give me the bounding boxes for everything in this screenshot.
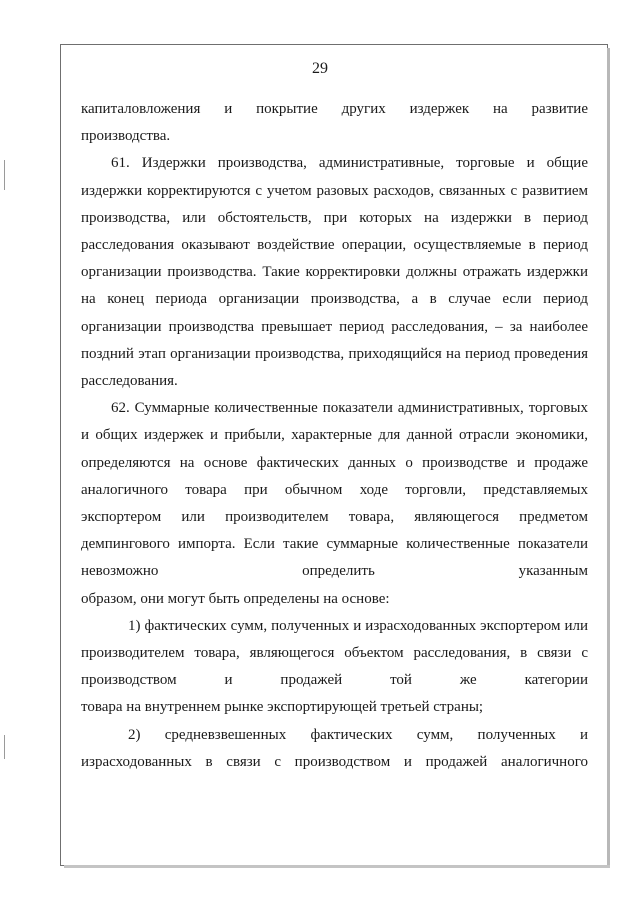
list-item-2: 2) средневзвешенных фактических сумм, полученных и израсходованных в связи с производством и продажей аналогичного bbox=[81, 726, 588, 770]
paragraph-continuation: капиталовложения и покрытие других издержек на развитие bbox=[81, 101, 588, 117]
list-item-1-end: товара на внутреннем рынке экспортирующей третьей страны; bbox=[81, 699, 484, 716]
scan-artifact bbox=[4, 735, 5, 759]
list-item-1: 1) фактических сумм, полученных и израсходованных экспортером или производителем товара, являющегося объектом расследования, в связи с производством и продажей той же категории bbox=[81, 617, 588, 689]
scan-artifact bbox=[4, 160, 5, 190]
page-number: 29 bbox=[312, 60, 328, 77]
paragraph-continuation-end: производства. bbox=[81, 128, 171, 145]
paragraph-61: 61. Издержки производства, административные, торговые и общие издержки корректируются с учетом разовых расходов, связанных с развитием производства, или обстоятельств, при которых на издержки в период расследования оказывают воздействие операции, осуществляемые в период организации производства. Такие корректировки должны отражать издержки на конец периода организации производства, а в случае если период организации производства превышает период расследования, – за наиболее поздний этап организации производства, приходящийся на период проведения bbox=[81, 155, 588, 362]
paragraph-62: 62. Суммарные количественные показатели административных, торговых и общих издержек и прибыли, характерные для данной отрасли экономики, определяются на основе фактических данных о производстве и продаже аналогичного товара при обычном ходе торговли, представляемых экспортером или производителем товара, являющегося предметом демпингового импорта. Если такие суммарные количественные показатели невозможно определить указанным bbox=[81, 400, 588, 580]
page-border-shadow-right bbox=[607, 48, 610, 868]
paragraph-62-end: образом, они могут быть определены на основе: bbox=[81, 590, 390, 607]
paragraph-61-end: расследования. bbox=[81, 373, 178, 390]
page-border-shadow-bottom bbox=[64, 865, 610, 868]
document-body bbox=[81, 96, 588, 776]
